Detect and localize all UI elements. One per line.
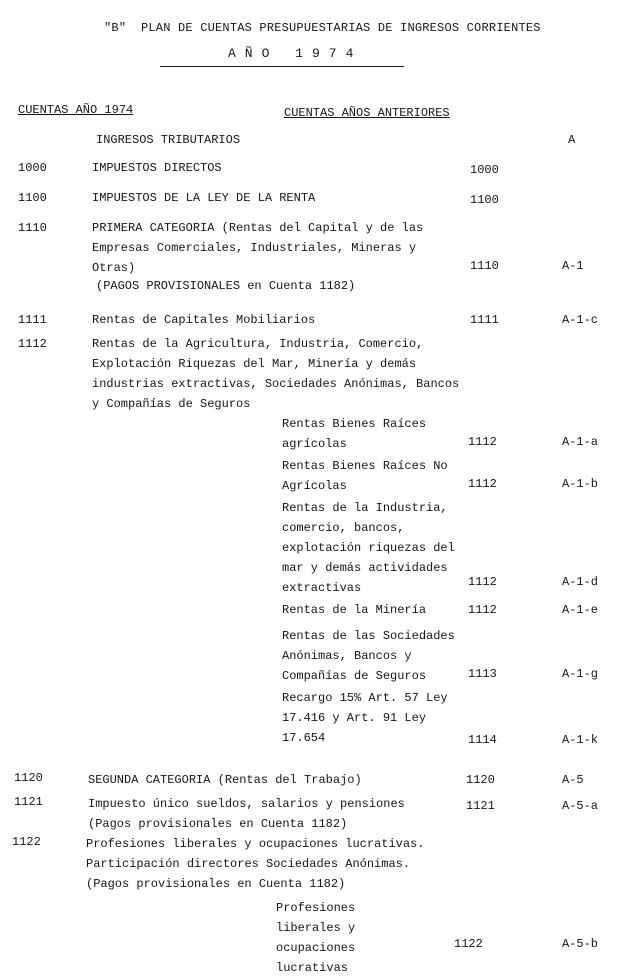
document-title: "B" PLAN DE CUENTAS PRESUPUESTARIAS DE INGRESOS CORRIENTES xyxy=(104,21,541,35)
subrow-previous-code: 1112 xyxy=(468,477,497,491)
row-note: (PAGOS PROVISIONALES en Cuenta 1182) xyxy=(96,279,356,293)
row-classification: A-5-a xyxy=(562,799,599,813)
subrow-description: Profesiones liberales y ocupaciones lucrativas xyxy=(276,901,356,975)
subrow-classification: A-1-e xyxy=(562,603,599,617)
row-previous-code: 1120 xyxy=(466,773,495,787)
row-current-code: 1112 xyxy=(18,337,47,351)
row-current-code: 1110 xyxy=(18,221,47,235)
row-previous-code: 1100 xyxy=(470,193,499,207)
row-current-code: 1000 xyxy=(18,161,47,175)
subrow-previous-code: 1112 xyxy=(468,435,497,449)
subrow-description: Rentas de la Minería xyxy=(282,603,427,617)
row-current-code: 1120 xyxy=(14,771,43,785)
row-previous-code: 1000 xyxy=(470,163,499,177)
row-description: Rentas de Capitales Mobiliarios xyxy=(92,313,316,327)
subrow-previous-code: 1114 xyxy=(468,733,497,747)
row-description: IMPUESTOS DE LA LEY DE LA RENTA xyxy=(92,191,316,205)
row-classification: A-1 xyxy=(562,259,584,273)
row-current-code: 1121 xyxy=(14,795,43,809)
section-label: INGRESOS TRIBUTARIOS xyxy=(96,133,241,147)
row-classification: A-5 xyxy=(562,773,584,787)
row-description: Profesiones liberales y ocupaciones lucrativas. Participación directores Sociedades Anónimas. (Pagos provisionales en Cuenta 1182) xyxy=(86,837,425,891)
subrow-description: Rentas Bienes Raíces agrícolas xyxy=(282,417,427,451)
row-previous-code: 1110 xyxy=(470,259,499,273)
row-description: Impuesto único sueldos, salarios y pensiones (Pagos provisionales en Cuenta 1182) xyxy=(88,797,405,831)
row-current-code: 1122 xyxy=(12,835,41,849)
column-heading-previous: CUENTAS AÑOS ANTERIORES xyxy=(284,106,450,120)
document-year: AÑO 1974 xyxy=(228,46,363,61)
row-description: SEGUNDA CATEGORIA (Rentas del Trabajo) xyxy=(88,773,362,787)
subrow-classification: A-1-b xyxy=(562,477,599,491)
subrow-previous-code: 1112 xyxy=(468,603,497,617)
subrow-description: Rentas de las Sociedades Anónimas, Bancos y Compañías de Seguros xyxy=(282,629,455,683)
subrow-classification: A-1-g xyxy=(562,667,599,681)
subrow-previous-code: 1113 xyxy=(468,667,497,681)
subrow-classification: A-1-d xyxy=(562,575,599,589)
row-previous-code: 1121 xyxy=(466,799,495,813)
subrow-classification: A-5-b xyxy=(562,937,599,951)
subrow-previous-code: 1122 xyxy=(454,937,483,951)
title-rule xyxy=(160,66,404,67)
subrow-description: Rentas de la Industria, comercio, bancos, explotación riquezas del mar y demás actividades extractivas xyxy=(282,501,455,595)
subrow-classification: A-1-a xyxy=(562,435,599,449)
section-code: A xyxy=(568,133,576,147)
subrow-previous-code: 1112 xyxy=(468,575,497,589)
row-previous-code: 1111 xyxy=(470,313,499,327)
column-heading-current: CUENTAS AÑO 1974 xyxy=(18,103,134,117)
row-classification: A-1-c xyxy=(562,313,599,327)
row-current-code: 1100 xyxy=(18,191,47,205)
subrow-description: Rentas Bienes Raíces No Agrícolas xyxy=(282,459,448,493)
subrow-classification: A-1-k xyxy=(562,733,599,747)
subrow-description: Recargo 15% Art. 57 Ley 17.416 y Art. 91 Ley 17.654 xyxy=(282,691,448,745)
row-description: PRIMERA CATEGORIA (Rentas del Capital y de las Empresas Comerciales, Industriales, Mineras y Otras) xyxy=(92,221,424,275)
row-current-code: 1111 xyxy=(18,313,47,327)
row-description: IMPUESTOS DIRECTOS xyxy=(92,161,222,175)
row-description: Rentas de la Agricultura, Industria, Comercio, Explotación Riquezas del Mar, Minería y demás industrias extractivas, Sociedades Anónimas, Bancos y Compañías de Seguros xyxy=(92,337,460,411)
